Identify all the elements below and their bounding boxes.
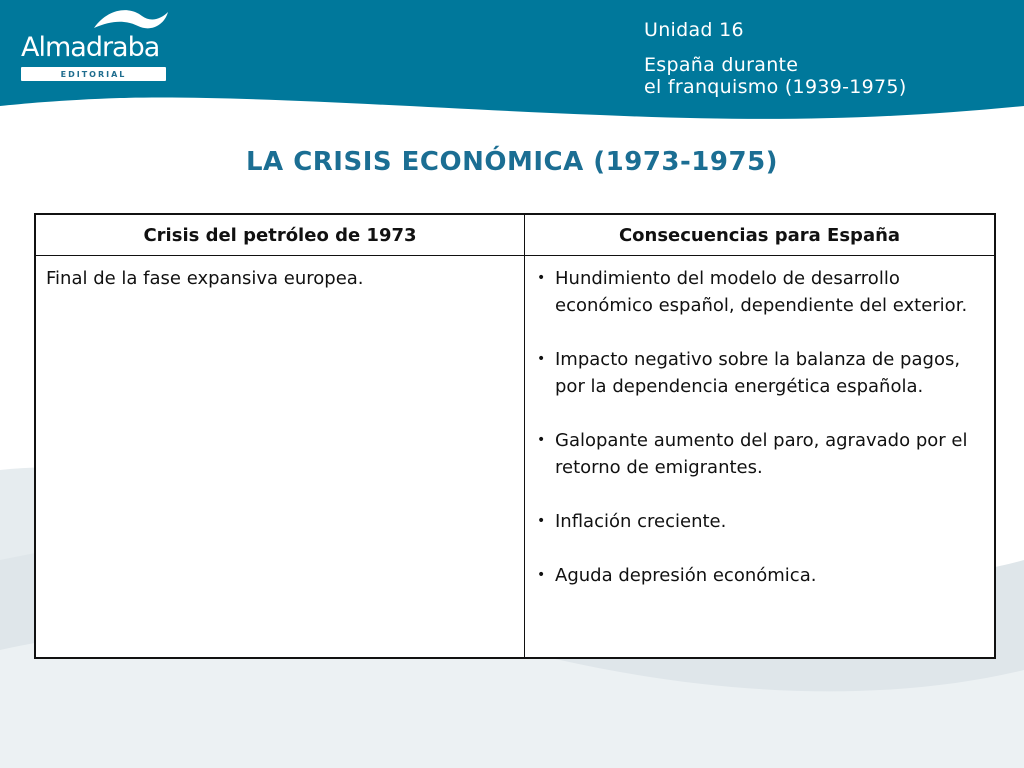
unit-title: Unidad 16 xyxy=(644,19,744,41)
list-item xyxy=(535,562,984,589)
list-item xyxy=(535,427,984,481)
logo-wordmark: Almadraba xyxy=(21,32,160,63)
bullet-icon: • xyxy=(537,351,546,367)
list-item-text: Galopante aumento del paro, agravado por el retorno de emigrantes. xyxy=(555,430,968,478)
list-item xyxy=(535,265,984,319)
list-item-text: Aguda depresión económica. xyxy=(555,565,817,586)
logo-subtext-bar xyxy=(21,67,166,81)
almadraba-logo[interactable] xyxy=(18,6,170,80)
unit-subtitle-line2: el franquismo (1939-1975) xyxy=(644,76,907,98)
cell-consecuencias xyxy=(525,256,996,659)
cell-causa: Final de la fase expansiva europea. xyxy=(35,256,525,659)
logo-subtext: EDITORIAL xyxy=(60,69,127,79)
bullet-icon: • xyxy=(537,513,546,529)
list-item-text: Impacto negativo sobre la balanza de pagos, por la dependencia energética española. xyxy=(555,349,961,397)
unit-subtitle-line1: España durante xyxy=(644,54,799,76)
header-crisis-petroleo: Crisis del petróleo de 1973 xyxy=(35,214,525,256)
list-item-text: Hundimiento del modelo de desarrollo económico español, dependiente del exterior. xyxy=(555,268,968,316)
unit-subtitle xyxy=(644,54,907,98)
list-item xyxy=(535,346,984,400)
list-item xyxy=(535,508,984,535)
table-row xyxy=(35,256,995,659)
list-item-text: Inflación creciente. xyxy=(555,511,727,532)
header-consecuencias: Consecuencias para España xyxy=(525,214,996,256)
consequences-list xyxy=(535,265,984,589)
bullet-icon: • xyxy=(537,567,546,583)
crisis-table xyxy=(34,213,996,659)
table-header-row xyxy=(35,214,995,256)
bullet-icon: • xyxy=(537,432,546,448)
page-title: LA CRISIS ECONÓMICA (1973-1975) xyxy=(245,147,779,177)
bullet-icon: • xyxy=(537,270,546,286)
